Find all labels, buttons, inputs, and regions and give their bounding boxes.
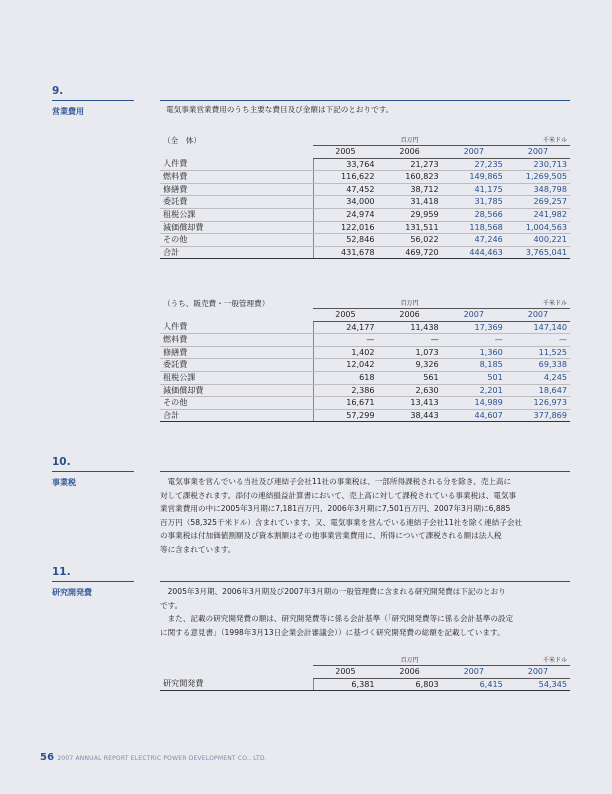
table-row: 燃料費 116,622 160,823 149,865 1,269,505 bbox=[160, 171, 570, 184]
section-9-number: 9. bbox=[52, 85, 64, 97]
section-9-rule-right bbox=[160, 100, 570, 101]
section-9-title: 営業費用 bbox=[52, 107, 84, 116]
table-caption: （全 体） bbox=[163, 136, 201, 146]
section-10-rule-left bbox=[52, 471, 134, 472]
unit-yen: 百万円 bbox=[400, 137, 419, 144]
unit-yen: 百万円 bbox=[400, 657, 419, 664]
year-header: 2005 bbox=[313, 309, 377, 322]
section-9-rule-left bbox=[52, 100, 134, 101]
table-row: 人件費 24,177 11,438 17,369 147,140 bbox=[160, 321, 570, 334]
table-row: 委託費 34,000 31,418 31,785 269,257 bbox=[160, 196, 570, 209]
section-10-rule-right bbox=[160, 471, 570, 472]
unit-usd: 千米ドル bbox=[542, 300, 567, 307]
section-11-title: 研究開発費 bbox=[52, 588, 92, 597]
section-11-body: 2005年3月期、2006年3月期及び2007年3月期の一般管理費に含まれる研究開発費は下記のとおり です。 また、記載の研究開発費の額は、研究開発費等に係る会計基準（「研究開発費等に係る会計基準の設定 に関する意見書」（1998年3月13日企業会計審議会））に基づく研究開発費の総額を記載しています。 bbox=[160, 587, 514, 637]
table-row: 委託費 12,042 9,326 8,185 69,338 bbox=[160, 359, 570, 372]
year-header: 2006 bbox=[378, 146, 442, 159]
unit-usd: 千米ドル bbox=[542, 137, 567, 144]
section-11-rule-right bbox=[160, 581, 570, 582]
table-row: 研究開発費 6,381 6,803 6,415 54,345 bbox=[160, 678, 570, 691]
section-9-intro: 電気事業営業費用のうち主要な費目及び金額は下記のとおりです。 bbox=[166, 105, 394, 114]
year-header: 2005 bbox=[313, 666, 377, 679]
year-header: 2007 bbox=[442, 309, 506, 322]
year-header: 2007 bbox=[506, 146, 570, 159]
year-header: 2007 bbox=[506, 666, 570, 679]
year-header: 2007 bbox=[442, 666, 506, 679]
table-row: 租税公課 618 561 501 4,245 bbox=[160, 371, 570, 384]
year-header: 2005 bbox=[313, 146, 377, 159]
rnd-expenses-table bbox=[160, 656, 570, 691]
table-row: 減価償却費 122,016 131,511 118,568 1,004,563 bbox=[160, 221, 570, 234]
year-header: 2006 bbox=[378, 309, 442, 322]
year-header: 2007 bbox=[506, 309, 570, 322]
footer-text: 2007 ANNUAL REPORT ELECTRIC POWER DEVELOPMENT CO., LTD. bbox=[57, 755, 267, 762]
unit-usd: 千米ドル bbox=[542, 657, 567, 664]
table-row: 減価償却費 2,386 2,630 2,201 18,647 bbox=[160, 384, 570, 397]
table-row: 租税公課 24,974 29,959 28,566 241,982 bbox=[160, 208, 570, 221]
table-row: 修繕費 1,402 1,073 1,360 11,525 bbox=[160, 346, 570, 359]
section-10-body: 電気事業を営んでいる当社及び連結子会社11社の事業税は、一部所得課税される分を除き、売上高に 対して課税されます。添付の連結損益計算書において、売上高に対して課税されている事業税は、電気事 業営業費用の中に2005年3月期に7,181百万円、2006年3月期に7,501百万円、2007年3月期に6,885 百万円（58,325千米ドル）含まれています。又、電気事業を営んでいる連結子会社11社を除く連結子会社 の事業税は付加価値割額及び資本割額はその他事業営業費用に、所得について課税される額は法人税 等に含まれています。 bbox=[160, 477, 523, 554]
year-header: 2006 bbox=[378, 666, 442, 679]
section-10-title: 事業税 bbox=[52, 478, 76, 487]
section-11-rule-left bbox=[52, 581, 134, 582]
operating-expenses-table-total bbox=[160, 136, 570, 259]
section-10-number: 10. bbox=[52, 456, 71, 468]
table-caption: （うち、販売費・一般管理費） bbox=[163, 299, 270, 309]
operating-expenses-table-sga bbox=[160, 299, 570, 422]
table-row: 修繕費 47,452 38,712 41,175 348,798 bbox=[160, 183, 570, 196]
table-total-row: 合計 57,299 38,443 44,607 377,869 bbox=[160, 409, 570, 422]
table-row: その他 16,671 13,413 14,989 126,973 bbox=[160, 397, 570, 410]
unit-yen: 百万円 bbox=[400, 300, 419, 307]
year-header: 2007 bbox=[442, 146, 506, 159]
table-row: その他 52,846 56,022 47,246 400,221 bbox=[160, 234, 570, 247]
table-row: 人件費 33,764 21,273 27,235 230,713 bbox=[160, 158, 570, 171]
page-footer bbox=[40, 752, 267, 763]
table-row: 燃料費 — — — — bbox=[160, 334, 570, 347]
page-number: 56 bbox=[40, 752, 55, 763]
table-total-row: 合計 431,678 469,720 444,463 3,765,041 bbox=[160, 246, 570, 259]
section-11-number: 11. bbox=[52, 566, 71, 578]
